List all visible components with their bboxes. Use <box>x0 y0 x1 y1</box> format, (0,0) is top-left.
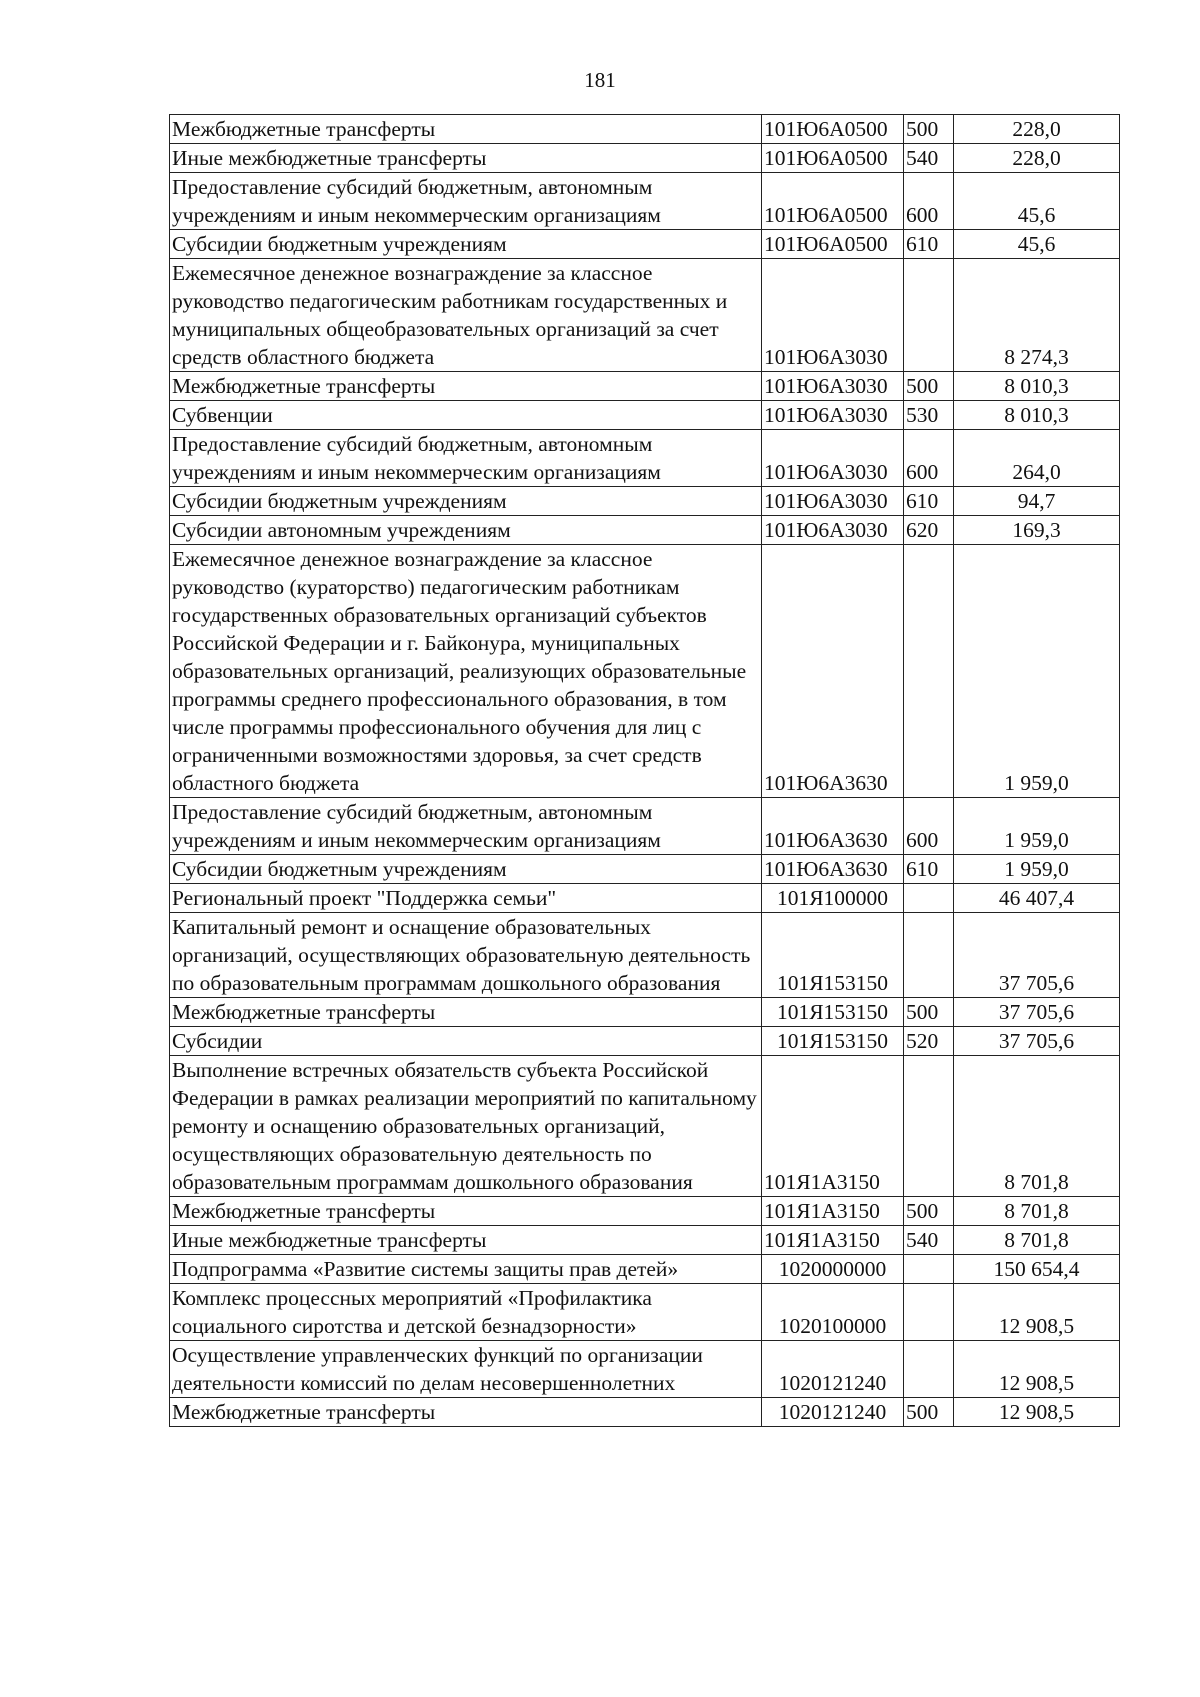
table-row <box>170 173 1120 230</box>
target-code: 101Ю6А0500 <box>762 144 904 173</box>
table-row <box>170 372 1120 401</box>
amount: 37 705,6 <box>954 1027 1120 1056</box>
amount: 46 407,4 <box>954 884 1120 913</box>
amount: 94,7 <box>954 487 1120 516</box>
target-code: 101Я100000 <box>762 884 904 913</box>
amount: 264,0 <box>954 430 1120 487</box>
table-row <box>170 1056 1120 1197</box>
table-row <box>170 998 1120 1027</box>
expense-type: 600 <box>904 430 954 487</box>
amount: 12 908,5 <box>954 1284 1120 1341</box>
expense-type: 540 <box>904 1226 954 1255</box>
table-row <box>170 1255 1120 1284</box>
table-row <box>170 487 1120 516</box>
target-code: 101Я1А3150 <box>762 1197 904 1226</box>
amount: 1 959,0 <box>954 798 1120 855</box>
target-code: 101Ю6А3030 <box>762 401 904 430</box>
expense-name: Региональный проект "Поддержка семьи" <box>170 884 762 913</box>
expense-name: Выполнение встречных обязательств субъекта Российской Федерации в рамках реализации мероприятий по капитальному ремонту и оснащению образовательных организаций, осуществляющих образовательную деятельность по образовательным программам дошкольного образования <box>170 1056 762 1197</box>
target-code: 101Я153150 <box>762 998 904 1027</box>
expense-type: 500 <box>904 998 954 1027</box>
table-row <box>170 884 1120 913</box>
target-code: 101Ю6А3030 <box>762 259 904 372</box>
expense-type: 620 <box>904 516 954 545</box>
expense-name: Комплекс процессных мероприятий «Профилактика социального сиротства и детской безнадзорности» <box>170 1284 762 1341</box>
amount: 12 908,5 <box>954 1341 1120 1398</box>
expense-name: Межбюджетные трансферты <box>170 998 762 1027</box>
table-row <box>170 1197 1120 1226</box>
table-row <box>170 144 1120 173</box>
expense-name: Подпрограмма «Развитие системы защиты прав детей» <box>170 1255 762 1284</box>
amount: 228,0 <box>954 115 1120 144</box>
expense-name: Межбюджетные трансферты <box>170 1398 762 1427</box>
expense-name: Предоставление субсидий бюджетным, автономным учреждениям и иным некоммерческим организациям <box>170 430 762 487</box>
expense-name: Субсидии бюджетным учреждениям <box>170 855 762 884</box>
amount: 169,3 <box>954 516 1120 545</box>
expense-name: Предоставление субсидий бюджетным, автономным учреждениям и иным некоммерческим организациям <box>170 173 762 230</box>
expense-type: 540 <box>904 144 954 173</box>
table-row <box>170 798 1120 855</box>
table-row <box>170 516 1120 545</box>
expense-name: Осуществление управленческих функций по организации деятельности комиссий по делам несовершеннолетних <box>170 1341 762 1398</box>
amount: 8 274,3 <box>954 259 1120 372</box>
expense-type: 610 <box>904 230 954 259</box>
target-code: 1020121240 <box>762 1341 904 1398</box>
expense-name: Межбюджетные трансферты <box>170 1197 762 1226</box>
target-code: 1020000000 <box>762 1255 904 1284</box>
table-row <box>170 855 1120 884</box>
budget-table <box>169 114 1120 1427</box>
table-row <box>170 913 1120 998</box>
expense-name: Иные межбюджетные трансферты <box>170 144 762 173</box>
expense-type: 520 <box>904 1027 954 1056</box>
expense-type <box>904 545 954 798</box>
table-row <box>170 545 1120 798</box>
expense-name: Иные межбюджетные трансферты <box>170 1226 762 1255</box>
target-code: 101Ю6А0500 <box>762 115 904 144</box>
amount: 8 701,8 <box>954 1197 1120 1226</box>
target-code: 1020121240 <box>762 1398 904 1427</box>
page-number: 181 <box>584 68 616 92</box>
table-row <box>170 259 1120 372</box>
amount: 150 654,4 <box>954 1255 1120 1284</box>
amount: 37 705,6 <box>954 913 1120 998</box>
expense-name: Межбюджетные трансферты <box>170 115 762 144</box>
expense-type <box>904 1284 954 1341</box>
expense-type <box>904 913 954 998</box>
table-row <box>170 230 1120 259</box>
expense-type: 500 <box>904 372 954 401</box>
target-code: 101Ю6А3030 <box>762 516 904 545</box>
expense-name: Субвенции <box>170 401 762 430</box>
target-code: 101Ю6А3630 <box>762 855 904 884</box>
target-code: 101Ю6А3630 <box>762 798 904 855</box>
amount: 1 959,0 <box>954 855 1120 884</box>
budget-table-body <box>170 115 1120 1427</box>
target-code: 101Ю6А3030 <box>762 487 904 516</box>
expense-type: 610 <box>904 487 954 516</box>
expense-name: Межбюджетные трансферты <box>170 372 762 401</box>
expense-type: 600 <box>904 173 954 230</box>
table-row <box>170 1341 1120 1398</box>
target-code: 101Я1А3150 <box>762 1226 904 1255</box>
expense-name: Субсидии автономным учреждениям <box>170 516 762 545</box>
target-code: 101Я153150 <box>762 913 904 998</box>
amount: 8 010,3 <box>954 372 1120 401</box>
amount: 45,6 <box>954 230 1120 259</box>
target-code: 101Ю6А3030 <box>762 372 904 401</box>
target-code: 101Я1А3150 <box>762 1056 904 1197</box>
expense-name: Субсидии бюджетным учреждениям <box>170 230 762 259</box>
table-row <box>170 115 1120 144</box>
target-code: 101Ю6А3630 <box>762 545 904 798</box>
target-code: 101Я153150 <box>762 1027 904 1056</box>
expense-name: Ежемесячное денежное вознаграждение за классное руководство (кураторство) педагогическим работникам государственных образовательных организаций субъектов Российской Федерации и г. Байконура, муниципальных образовательных организаций, реализующих образовательные программы среднего профессионального образования, в том числе программы профессионального обучения для лиц с ограниченными возможностями здоровья, за счет средств областного бюджета <box>170 545 762 798</box>
target-code: 101Ю6А0500 <box>762 173 904 230</box>
expense-name: Капитальный ремонт и оснащение образовательных организаций, осуществляющих образовательную деятельность по образовательным программам дошкольного образования <box>170 913 762 998</box>
expense-name: Ежемесячное денежное вознаграждение за классное руководство педагогическим работникам государственных и муниципальных общеобразовательных организаций за счет средств областного бюджета <box>170 259 762 372</box>
expense-name: Предоставление субсидий бюджетным, автономным учреждениям и иным некоммерческим организациям <box>170 798 762 855</box>
amount: 37 705,6 <box>954 998 1120 1027</box>
amount: 228,0 <box>954 144 1120 173</box>
amount: 8 701,8 <box>954 1056 1120 1197</box>
expense-name: Субсидии <box>170 1027 762 1056</box>
expense-type: 530 <box>904 401 954 430</box>
amount: 12 908,5 <box>954 1398 1120 1427</box>
expense-type: 500 <box>904 1197 954 1226</box>
table-row <box>170 1398 1120 1427</box>
table-row <box>170 1284 1120 1341</box>
expense-type <box>904 259 954 372</box>
table-row <box>170 401 1120 430</box>
target-code: 101Ю6А3030 <box>762 430 904 487</box>
amount: 8 010,3 <box>954 401 1120 430</box>
table-row <box>170 1027 1120 1056</box>
expense-name: Субсидии бюджетным учреждениям <box>170 487 762 516</box>
expense-type <box>904 1056 954 1197</box>
amount: 1 959,0 <box>954 545 1120 798</box>
expense-type: 500 <box>904 1398 954 1427</box>
expense-type: 610 <box>904 855 954 884</box>
table-row <box>170 430 1120 487</box>
expense-type: 500 <box>904 115 954 144</box>
expense-type: 600 <box>904 798 954 855</box>
table-row <box>170 1226 1120 1255</box>
target-code: 101Ю6А0500 <box>762 230 904 259</box>
amount: 8 701,8 <box>954 1226 1120 1255</box>
expense-type <box>904 1255 954 1284</box>
expense-type <box>904 1341 954 1398</box>
amount: 45,6 <box>954 173 1120 230</box>
target-code: 1020100000 <box>762 1284 904 1341</box>
expense-type <box>904 884 954 913</box>
